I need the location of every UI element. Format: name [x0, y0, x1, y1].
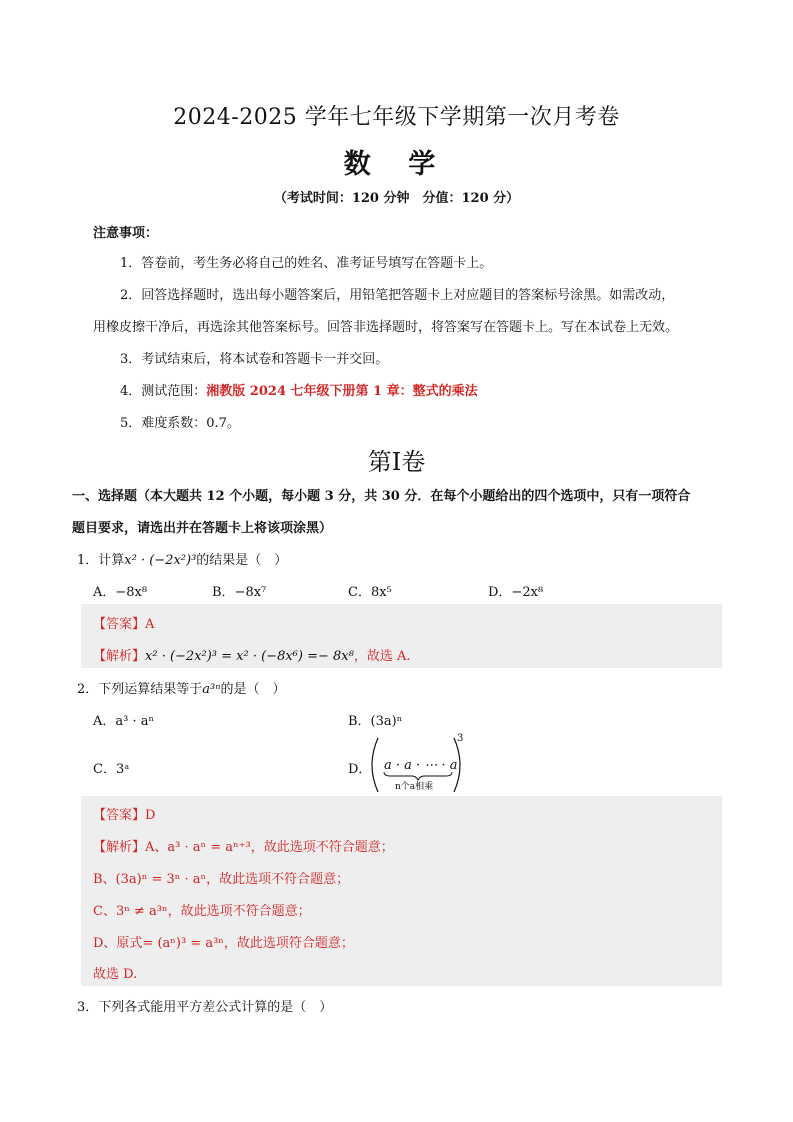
q2-option-a: A．a³ · aⁿ: [93, 714, 155, 729]
q2-analysis-line-a: [93, 836, 394, 855]
q2-answer-box: [81, 796, 722, 986]
q1-answer-value: A: [145, 617, 155, 632]
notice-item-4-label: 4．测试范围：: [120, 384, 207, 399]
q2-stem-math: a³ⁿ: [202, 682, 221, 697]
q2-option-c: C．3ᵃ: [93, 762, 130, 777]
notice-item-4: [120, 380, 478, 399]
q2-analysis-line-d: D、原式= (aⁿ)³ = a³ⁿ，故此选项符合题意；: [93, 936, 354, 951]
q2-analysis-label: 【解析】: [93, 840, 146, 855]
q2-analysis-line-c: C、3ⁿ ≠ a³ⁿ，故此选项不符合题意；: [93, 904, 311, 919]
q2-analysis-a: A、a³ · aⁿ = aⁿ⁺³，故此选项不符合题意；: [145, 840, 394, 855]
q1-option-b: B．−8x⁷: [212, 585, 267, 600]
q2-analysis-line-b: B、(3a)ⁿ = 3ⁿ · aⁿ，故此选项不符合题意；: [93, 872, 350, 887]
q1-analysis-label: 【解析】: [93, 649, 146, 664]
q2-stem-prefix: 2．下列运算结果等于: [77, 682, 203, 697]
q2-stem: [77, 678, 286, 697]
q1-option-c: C．8x⁵: [348, 585, 392, 600]
test-scope: 湘教版 2024 七年级下册第 1 章：整式的乘法: [206, 384, 478, 399]
q2-answer-value: D: [145, 808, 156, 823]
notice-title: 注意事项：: [93, 226, 159, 241]
q2-option-d-inner: a · a · ⋯ · a: [384, 758, 458, 773]
q1-stem-math: x² · (−2x²)³: [124, 553, 197, 568]
q2-option-d-exponent: 3: [457, 733, 464, 744]
q3-stem: 3．下列各式能用平方差公式计算的是（ ）: [77, 1000, 333, 1015]
exam-title: 2024-2025 学年七年级下学期第一次月考卷: [173, 105, 620, 130]
q1-stem: [77, 549, 287, 568]
subject-title: 数 学: [343, 149, 450, 180]
q2-option-d-under: n个a相乘: [395, 782, 434, 792]
part1-heading-line1: 一、选择题（本大题共 12 个小题，每小题 3 分，共 30 分．在每个小题给出的四个选项中，只有一项符合: [72, 489, 691, 504]
q2-answer-label: 【答案】: [93, 808, 146, 823]
section-title: 第Ⅰ卷: [367, 448, 426, 476]
exam-info: （考试时间：120 分钟 分值：120 分）: [273, 191, 520, 206]
q1-answer: [93, 613, 154, 632]
left-paren: [372, 738, 378, 792]
q1-stem-prefix: 1．计算: [77, 553, 125, 568]
q2-option-d-label: D．: [348, 762, 372, 777]
q1-analysis-tail: ，故选 A.: [353, 649, 411, 664]
part1-heading-line2: 题目要求，请选出并在答题卡上将该项涂黑）: [72, 521, 333, 536]
q1-analysis: [93, 645, 410, 664]
q2-analysis-conclusion: 故选 D.: [93, 967, 138, 982]
q2-option-b: B．(3a)ⁿ: [348, 714, 403, 729]
notice-item-2: 2．回答选择题时，选出每小题答案后，用铅笔把答题卡上对应题目的答案标号涂黑。如需改动，: [120, 288, 675, 303]
q1-answer-label: 【答案】: [93, 617, 146, 632]
q1-option-a: A．−8x⁸: [93, 585, 148, 600]
q1-stem-suffix: 的结果是（ ）: [196, 553, 288, 568]
q1-option-d: D．−2x⁸: [488, 585, 544, 600]
q2-stem-suffix: 的是（ ）: [220, 682, 286, 697]
notice-item-3: 3．考试结束后，将本试卷和答题卡一并交回。: [120, 352, 389, 367]
notice-item-2-cont: 用橡皮擦干净后，再选涂其他答案标号。回答非选择题时，将答案写在答题卡上。写在本试卷上无效。: [93, 320, 679, 335]
notice-item-1: 1．答卷前，考生务必将自己的姓名、准考证号填写在答题卡上。: [120, 256, 493, 271]
q1-analysis-math: x² · (−2x²)³ = x² · (−8x⁶) =− 8x⁸: [145, 649, 354, 664]
notice-item-5: 5．难度系数：0.7。: [120, 416, 240, 431]
q2-answer: [93, 804, 155, 823]
